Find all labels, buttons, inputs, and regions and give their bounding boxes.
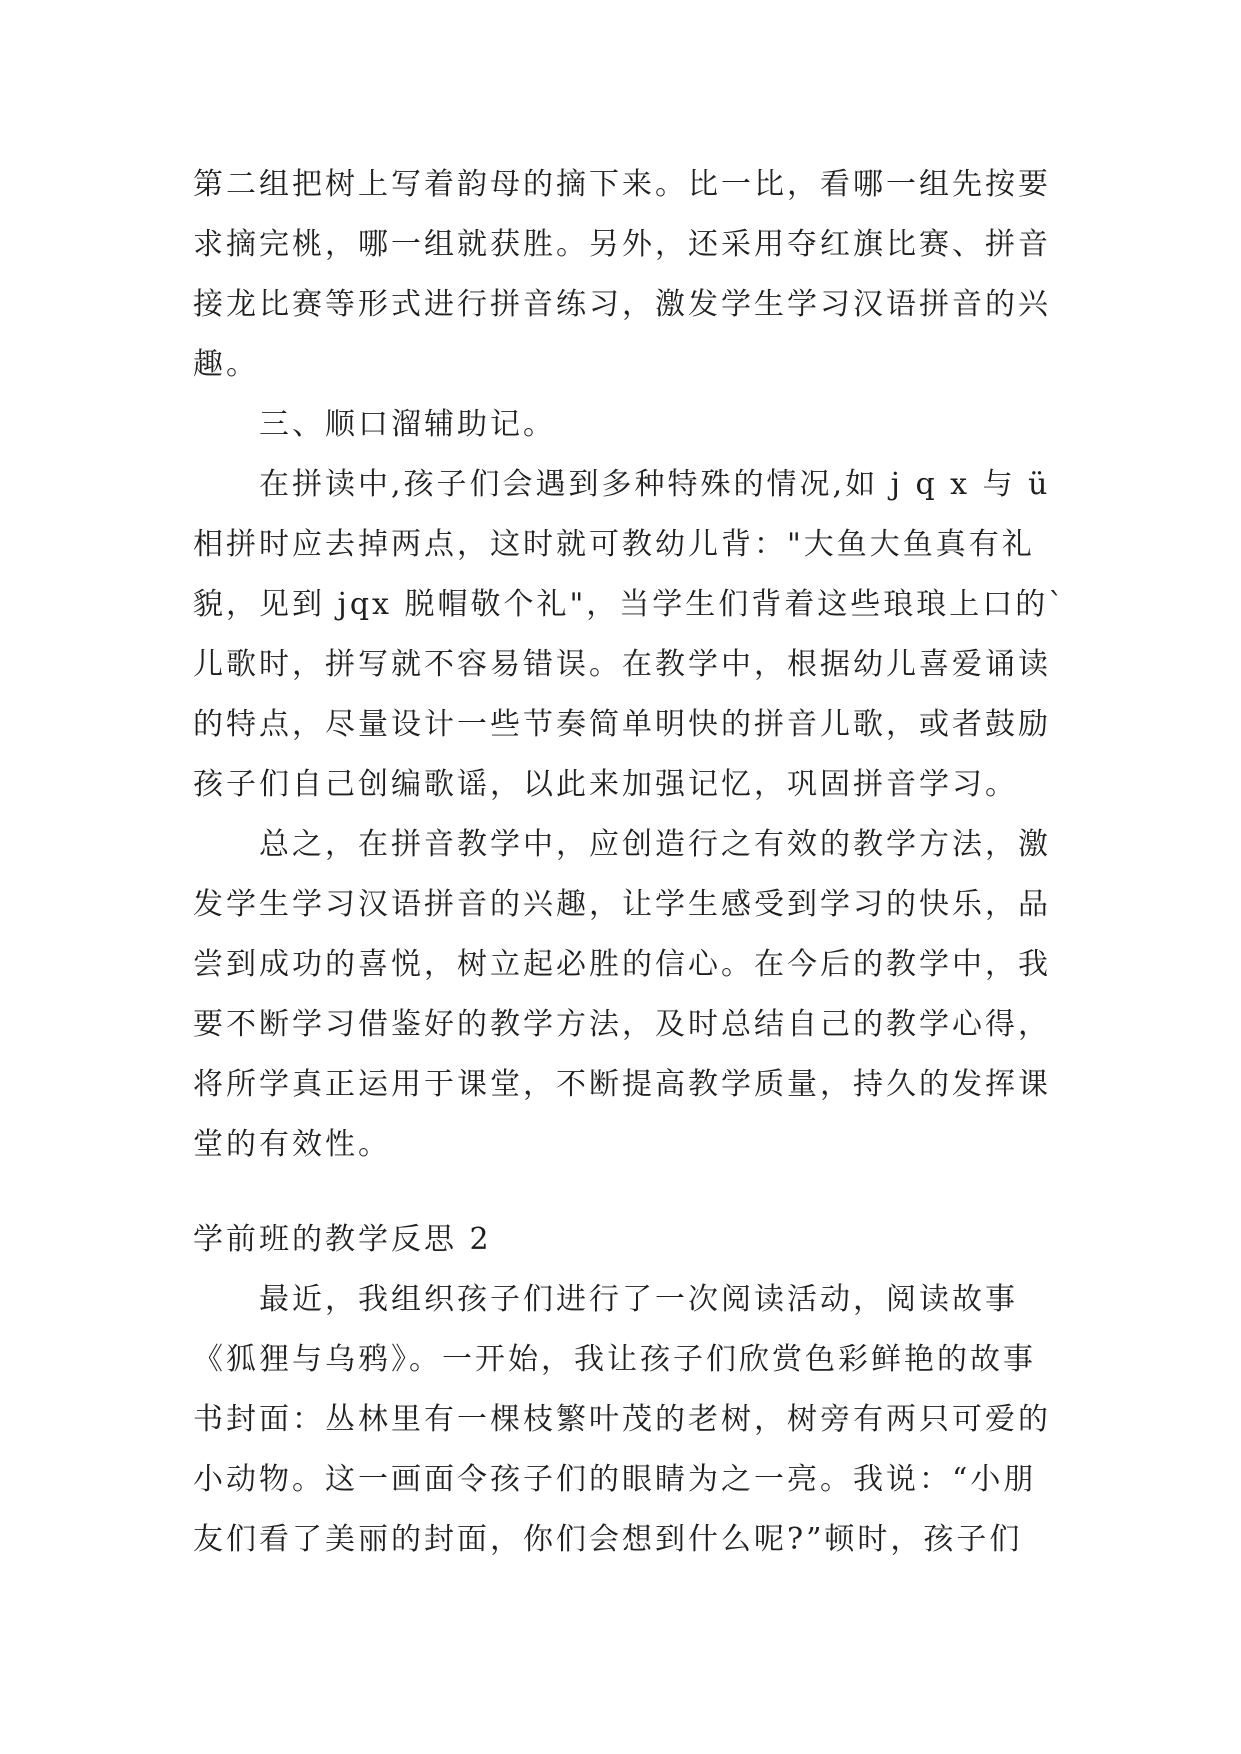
paragraph-line: 友们看了美丽的封面，你们会想到什么呢?”顿时，孩子们: [193, 1522, 1023, 1557]
paragraph-line: 书封面：丛林里有一棵枝繁叶茂的老树，树旁有两只可爱的: [193, 1402, 1051, 1437]
section-heading: 三、顺口溜辅助记。: [259, 407, 556, 442]
document-title: 学前班的教学反思 2: [193, 1222, 492, 1257]
paragraph-line: 貌，见到 jqx 脱帽敬个礼"，当学生们背着这些琅琅上口的`: [193, 587, 1067, 622]
paragraph-line: 堂的有效性。: [193, 1127, 391, 1162]
paragraph-line: 求摘完桃，哪一组就获胜。另外，还采用夺红旗比赛、拼音: [193, 227, 1051, 262]
paragraph-line: 尝到成功的喜悦，树立起必胜的信心。在今后的教学中，我: [193, 947, 1051, 982]
paragraph-line: 将所学真正运用于课堂，不断提高教学质量，持久的发挥课: [193, 1067, 1051, 1102]
paragraph-line: 总之，在拼音教学中，应创造行之有效的教学方法，激: [259, 827, 1051, 862]
paragraph-line: 趣。: [193, 347, 259, 382]
paragraph-line: 在拼读中,孩子们会遇到多种特殊的情况,如 j q x 与 ü: [259, 467, 1051, 502]
paragraph-line: 《狐狸与乌鸦》。一开始，我让孩子们欣赏色彩鲜艳的故事: [193, 1342, 1036, 1377]
paragraph-line: 最近，我组织孩子们进行了一次阅读活动，阅读故事: [259, 1282, 1018, 1317]
paragraph-line: 要不断学习借鉴好的教学方法，及时总结自己的教学心得，: [193, 1007, 1051, 1042]
paragraph-line: 孩子们自己创编歌谣，以此来加强记忆，巩固拼音学习。: [193, 767, 1018, 802]
paragraph-line: 接龙比赛等形式进行拼音练习，激发学生学习汉语拼音的兴: [193, 287, 1051, 322]
paragraph-line: 发学生学习汉语拼音的兴趣，让学生感受到学习的快乐，品: [193, 887, 1051, 922]
paragraph-line: 相拼时应去掉两点，这时就可教幼儿背："大鱼大鱼真有礼: [193, 527, 1035, 562]
paragraph-line: 小动物。这一画面令孩子们的眼睛为之一亮。我说：“小朋: [193, 1462, 1037, 1497]
paragraph-line: 第二组把树上写着韵母的摘下来。比一比，看哪一组先按要: [193, 167, 1051, 202]
paragraph-line: 儿歌时，拼写就不容易错误。在教学中，根据幼儿喜爱诵读: [193, 647, 1051, 682]
paragraph-line: 的特点，尽量设计一些节奏简单明快的拼音儿歌，或者鼓励: [193, 707, 1051, 742]
